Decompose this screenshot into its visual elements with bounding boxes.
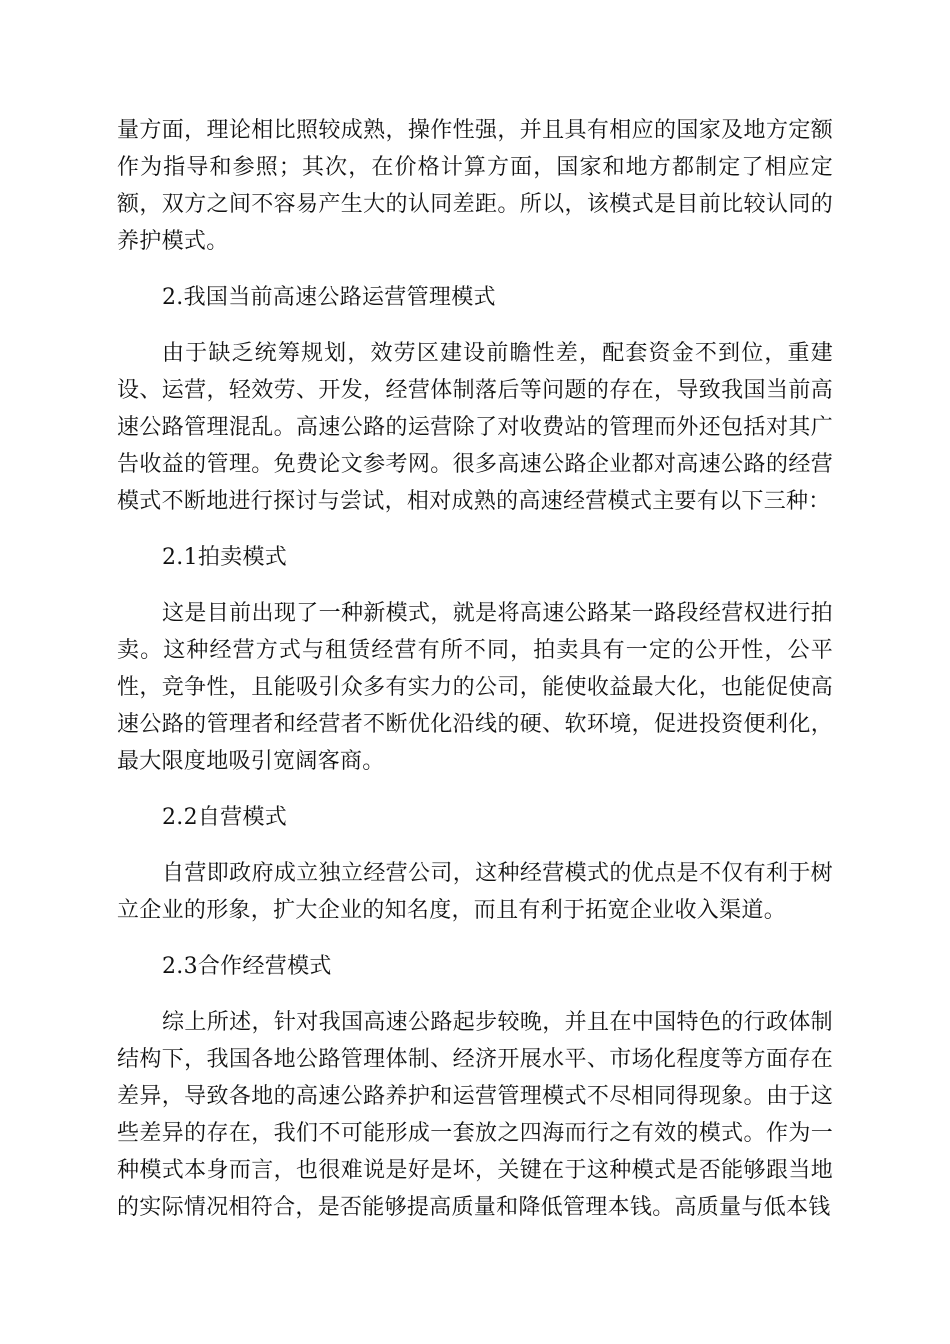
document-body xyxy=(117,112,833,1226)
paragraph-gap xyxy=(117,985,833,1004)
paragraph-gap xyxy=(117,576,833,595)
paragraph-gap xyxy=(117,316,833,335)
heading-cooperative-mode: 2.3合作经营模式 xyxy=(162,954,332,979)
paragraph-gap xyxy=(117,520,833,539)
heading-operation-management-mode: 2.我国当前高速公路运营管理模式 xyxy=(162,285,496,310)
paragraph-gap xyxy=(117,929,833,948)
paragraph-summary: 综上所述，针对我国高速公路起步较晚，并且在中国特色的行政体制结构下，我国各地公路管理体制、经济开展水平、市场化程度等方面存在差异，导致各地的高速公路养护和运营管理模式不尽相同得现象。由于这些差异的存在，我们不可能形成一套放之四海而行之有效的模式。作为一种模式本身而言，也很难说是好是坏，关键在于这种模式是否能够跟当地的实际情况相符合，是否能够提高质量和降低管理本钱。高质量与低本钱 xyxy=(117,1010,833,1220)
heading-self-operation-mode: 2.2自营模式 xyxy=(162,805,288,830)
paragraph-gap xyxy=(117,836,833,855)
paragraph-management-problems: 由于缺乏统筹规划，效劳区建设前瞻性差，配套资金不到位，重建设、运营，轻效劳、开发，经营体制落后等问题的存在，导致我国当前高速公路管理混乱。高速公路的运营除了对收费站的管理而外还包括对其广告收益的管理。免费论文参考网。很多高速公路企业都对高速公路的经营模式不断地进行探讨与尝试，相对成熟的高速经营模式主要有以下三种： xyxy=(117,341,833,514)
heading-auction-mode: 2.1拍卖模式 xyxy=(162,545,288,570)
paragraph-gap xyxy=(117,260,833,279)
paragraph-self-operation-mode: 自营即政府成立独立经营公司，这种经营模式的优点是不仅有利于树立企业的形象，扩大企业的知名度，而且有利于拓宽企业收入渠道。 xyxy=(117,861,833,923)
paragraph-auction-mode: 这是目前出现了一种新模式，就是将高速公路某一路段经营权进行拍卖。这种经营方式与租赁经营有所不同，拍卖具有一定的公开性，公平性，竞争性，且能吸引众多有实力的公司，能使收益最大化，也能促使高速公路的管理者和经营者不断优化沿线的硬、软环境，促进投资便利化，最大限度地吸引宽阔客商。 xyxy=(117,601,833,774)
paragraph-maintenance-mode-conclusion: 量方面，理论相比照较成熟，操作性强，并且具有相应的国家及地方定额作为指导和参照；其次，在价格计算方面，国家和地方都制定了相应定额，双方之间不容易产生大的认同差距。所以，该模式是目前比较认同的养护模式。 xyxy=(117,118,833,254)
paragraph-gap xyxy=(117,780,833,799)
